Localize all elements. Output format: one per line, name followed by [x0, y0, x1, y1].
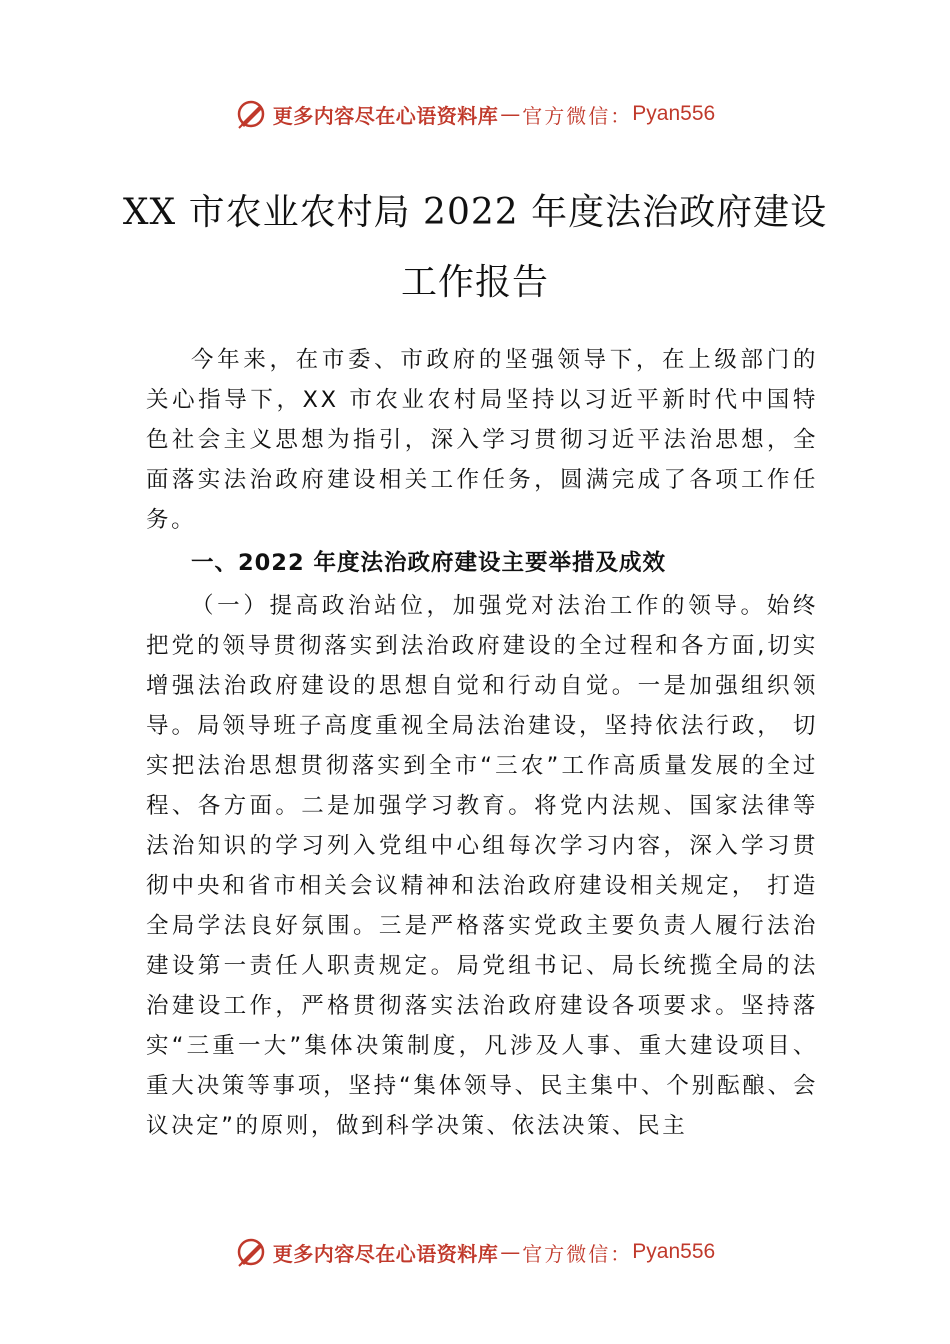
- paragraph-1: （一）提高政治站位，加强党对法治工作的领导。始终把党的领导贯彻落实到法治政府建设的全过程和各方面,切实增强法治政府建设的思想自觉和行动自觉。一是加强组织领导。局领导班子高度重视全局法治建设，坚持依法行政， 切实把法治思想贯彻落实到全市“三农”工作高质量发展的全过程、各方面。二是加强学习教育。将党内法规、国家法律等法治知识的学习列入党组中心组每次学习内容，深入学习贯彻中央和省市相关会议精神和法治政府建设相关规定， 打造全局学法良好氛围。三是严格落实党政主要负责人履行法治建设第一责任人职责规定。局党组书记、局长统揽全局的法治建设工作，严格贯彻落实法治政府建设各项要求。坚持落实“三重一大”集体决策制度，凡涉及人事、重大建设项目、重大决策等事项，坚持“集体领导、民主集中、个别酝酿、会议决定”的原则，做到科学决策、依法决策、民主: [146, 593, 818, 1139]
- brush-pen-logo-icon: [235, 1236, 267, 1268]
- banner-wechat-label: 官方微信：: [522, 1241, 633, 1266]
- intro-paragraph: 今年来，在市委、市政府的坚强领导下，在上级部门的关心指导下，XX 市农业农村局坚持以习近平新时代中国特色社会主义思想为指引，深入学习贯彻习近平法治思想，全面落实法治政府建设相关工作任务，圆满完成了各项工作任务。: [146, 347, 818, 533]
- section-heading-1: 一、2022 年度法治政府建设主要举措及成效: [191, 550, 666, 576]
- banner-dash: —: [500, 1240, 521, 1264]
- document-title-line-2: 工作报告: [400, 262, 549, 303]
- banner-wechat-id: Pyan556: [632, 102, 716, 125]
- banner-slogan: 更多内容尽在心语资料库: [272, 1241, 499, 1266]
- brush-pen-logo-icon: [235, 98, 267, 130]
- top-watermark-banner: [0, 94, 950, 134]
- bottom-watermark-banner: [0, 1232, 950, 1272]
- document-title-line-1: XX 市农业农村局 2022 年度法治政府建设: [122, 192, 828, 233]
- banner-wechat-label: 官方微信：: [522, 103, 633, 128]
- document-body: [146, 340, 818, 1146]
- banner-dash: —: [500, 102, 521, 126]
- banner-slogan: 更多内容尽在心语资料库: [272, 103, 499, 128]
- banner-wechat-id: Pyan556: [632, 1240, 716, 1263]
